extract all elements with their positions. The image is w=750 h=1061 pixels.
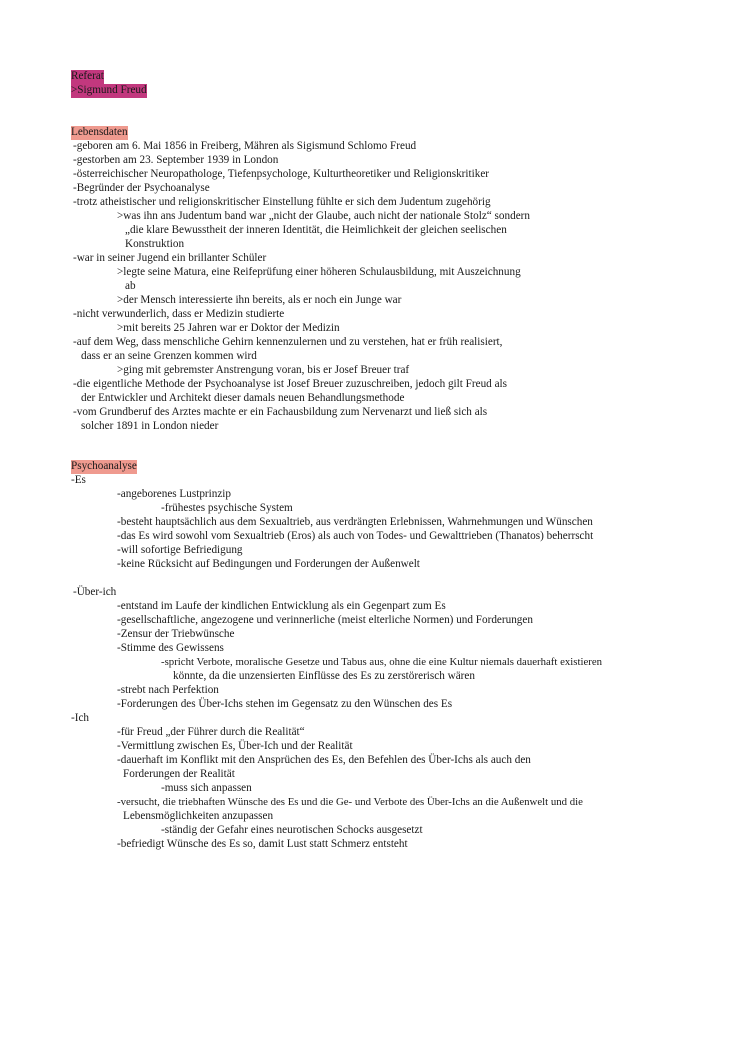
text-line: >was ihn ans Judentum band war „nicht der Glaube, auch nicht der nationale Stolz“ sondern — [117, 210, 530, 222]
text-line: Konstruktion — [125, 238, 185, 250]
text-line: -spricht Verbote, moralische Gesetze und Tabus aus, ohne die eine Kultur niemals dauerhaft existieren — [161, 656, 603, 668]
text-line: -strebt nach Perfektion — [117, 684, 219, 696]
text-line: >mit bereits 25 Jahren war er Doktor der Medizin — [117, 322, 340, 334]
text-line: -österreichischer Neuropathologe, Tiefenpsychologe, Kulturtheoretiker und Religionskritiker — [73, 168, 490, 180]
text-line: dass er an seine Grenzen kommen wird — [81, 350, 257, 362]
document-title: Referat — [71, 70, 104, 82]
text-line: -die eigentliche Methode der Psychoanalyse ist Josef Breuer zuzuschreiben, jedoch gilt Freud als — [73, 378, 508, 390]
text-line: -besteht hauptsächlich aus dem Sexualtrieb, aus verdrängten Erlebnissen, Wahrnehmungen und Wünschen — [117, 516, 593, 528]
text-line: -versucht, die triebhaften Wünsche des Es und die Ge- und Verbote des Über-Ichs an die Außenwelt und die — [117, 796, 583, 808]
text-line: -gesellschaftliche, angezogene und verinnerliche (meist elterliche Normen) und Forderungen — [117, 614, 533, 626]
text-line: -Forderungen des Über-Ichs stehen im Gegensatz zu den Wünschen des Es — [117, 698, 453, 710]
text-line: -dauerhaft im Konflikt mit den Ansprüchen des Es, den Befehlen des Über-Ichs als auch den — [117, 754, 531, 766]
text-line: -will sofortige Befriedigung — [117, 544, 243, 556]
document-subtitle: >Sigmund Freud — [71, 84, 147, 96]
text-line: -geboren am 6. Mai 1856 in Freiberg, Mähren als Sigismund Schlomo Freud — [73, 140, 417, 152]
text-line: könnte, da die unzensierten Einflüsse des Es zu zerstörerisch wären — [173, 670, 475, 682]
text-line: >legte seine Matura, eine Reifeprüfung einer höheren Schulausbildung, mit Auszeichnung — [117, 266, 521, 278]
text-line: -ständig der Gefahr eines neurotischen Schocks ausgesetzt — [161, 824, 423, 836]
text-line: -für Freud „der Führer durch die Realität“ — [117, 726, 305, 738]
text-line: -das Es wird sowohl vom Sexualtrieb (Eros) als auch von Todes- und Gewalttrieben (Thanatos) beherrscht — [117, 530, 594, 542]
text-line: Lebensmöglichkeiten anzupassen — [123, 810, 274, 822]
text-line: -befriedigt Wünsche des Es so, damit Lust statt Schmerz entsteht — [117, 838, 408, 850]
text-line: -gestorben am 23. September 1939 in London — [73, 154, 279, 166]
text-line: „die klare Bewusstheit der inneren Identität, die Heimlichkeit der gleichen seelischen — [125, 224, 507, 236]
text-line: >der Mensch interessierte ihn bereits, als er noch ein Junge war — [117, 294, 402, 306]
text-line: solcher 1891 in London nieder — [81, 420, 219, 432]
text-line: -entstand im Laufe der kindlichen Entwicklung als ein Gegenpart zum Es — [117, 600, 446, 612]
text-line: >ging mit gebremster Anstrengung voran, bis er Josef Breuer traf — [117, 364, 410, 376]
text-line: -vom Grundberuf des Arztes machte er ein Fachausbildung zum Nervenarzt und ließ sich als — [73, 406, 488, 418]
section-heading: Psychoanalyse — [71, 460, 137, 472]
text-line: -keine Rücksicht auf Bedingungen und Forderungen der Außenwelt — [117, 558, 420, 570]
text-line: -nicht verwunderlich, dass er Medizin studierte — [73, 308, 285, 320]
section-heading: Lebensdaten — [71, 126, 128, 138]
text-line: -frühestes psychische System — [161, 502, 293, 514]
text-line: -Zensur der Triebwünsche — [117, 628, 235, 640]
subsection-label-ueber-ich: -Über-ich — [73, 586, 117, 598]
text-line: -war in seiner Jugend ein brillanter Schüler — [73, 252, 267, 264]
subsection-label-es: -Es — [71, 474, 86, 486]
text-line: -Begründer der Psychoanalyse — [73, 182, 210, 194]
text-line: -auf dem Weg, dass menschliche Gehirn kennenzulernen und zu verstehen, hat er früh realisiert, — [73, 336, 503, 348]
text-line: -muss sich anpassen — [161, 782, 252, 794]
text-line: ab — [125, 280, 136, 292]
text-line: -Vermittlung zwischen Es, Über-Ich und der Realität — [117, 740, 353, 752]
text-line: Forderungen der Realität — [123, 768, 235, 780]
text-line: -Stimme des Gewissens — [117, 642, 224, 654]
text-line: der Entwickler und Architekt dieser damals neuen Behandlungsmethode — [81, 392, 405, 404]
subsection-label-ich: -Ich — [71, 712, 90, 724]
text-line: -trotz atheistischer und religionskritischer Einstellung fühlte er sich dem Judentum zugehörig — [73, 196, 491, 208]
text-line: -angeborenes Lustprinzip — [117, 488, 232, 500]
